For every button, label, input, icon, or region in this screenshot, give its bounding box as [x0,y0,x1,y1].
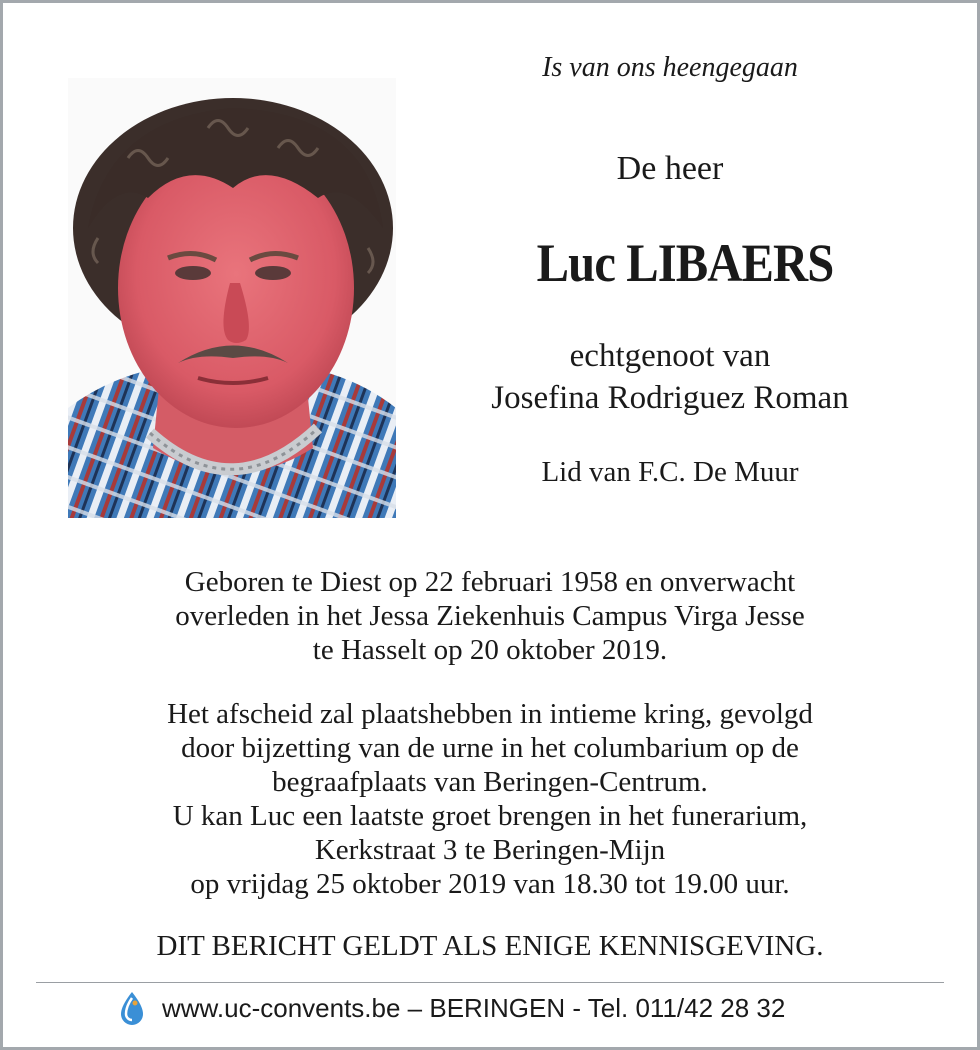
spouse-label: echtgenoot van [569,338,771,374]
footer [118,988,785,1028]
birth-death-paragraph [60,565,920,667]
title-prefix: De heer [616,150,724,187]
paragraph-line: door bijzetting van de urne in het columbarium op de [181,732,799,764]
footer-contact-text: www.uc-convents.be – BERINGEN - Tel. 011/42 28 32 [162,992,786,1023]
paragraph-line: overleden in het Jessa Ziekenhuis Campus Virga Jesse [175,600,805,632]
deceased-name: Luc LIBAERS [536,233,834,293]
droplet-logo-icon [118,990,146,1026]
paragraph-line: op vrijdag 25 oktober 2019 van 18.30 tot 19.00 uur. [190,868,790,900]
membership-text: Lid van F.C. De Muur [541,456,799,488]
footer-divider [36,982,944,983]
paragraph-line: Kerkstraat 3 te Beringen-Mijn [314,834,666,866]
paragraph-line: Geboren te Diest op 22 februari 1958 en onverwacht [184,566,796,598]
paragraph-line: U kan Luc een laatste groet brengen in het funerarium, [172,800,808,832]
paragraph-line: te Hasselt op 20 oktober 2019. [312,634,668,666]
notice-text: DIT BERICHT GELDT ALS ENIGE KENNISGEVING. [156,930,824,962]
farewell-paragraph [60,697,920,901]
portrait-photo [68,78,396,518]
spouse-name: Josefina Rodriguez Roman [491,380,849,416]
paragraph-line: begraafplaats van Beringen-Centrum. [272,766,708,798]
paragraph-line: Het afscheid zal plaatshebben in intieme kring, gevolgd [167,698,813,730]
intro-text: Is van ons heengegaan [542,52,798,83]
